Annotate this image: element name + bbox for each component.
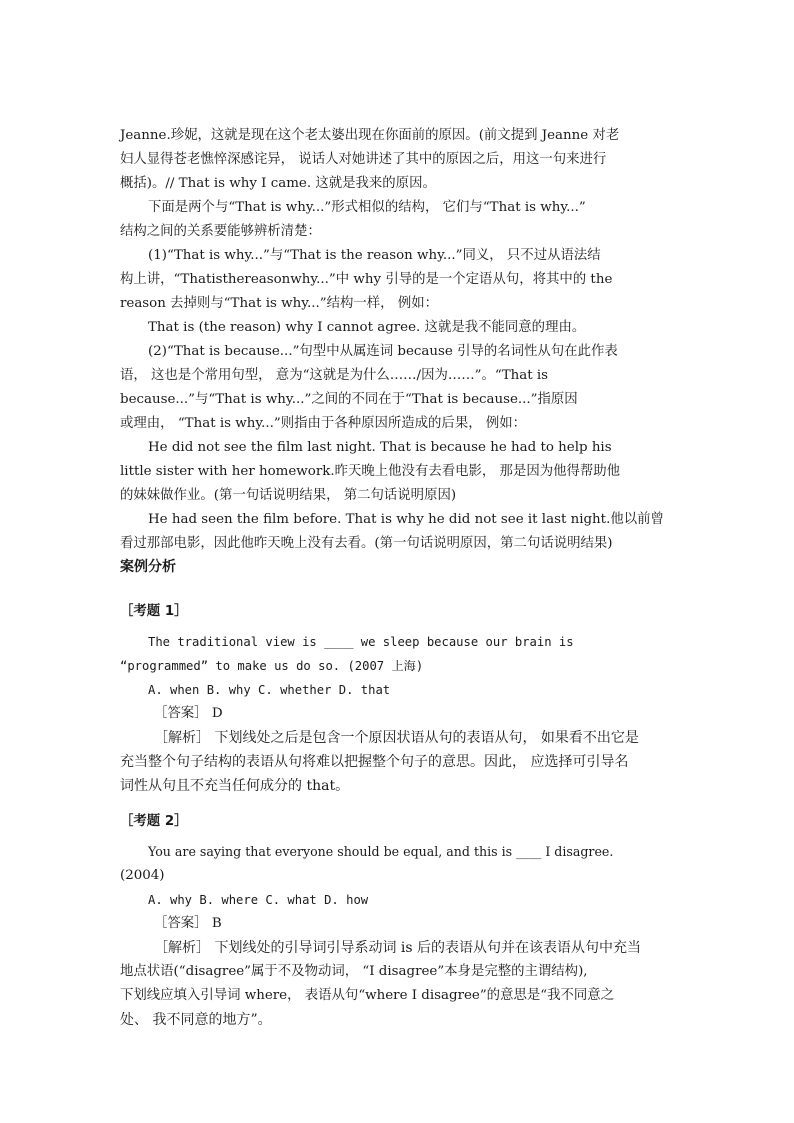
paragraph-line: (1)“That is why...”与“That is the reason why...”同义， 只不过从语法结 xyxy=(148,248,601,263)
paragraph-line: because...”与“That is why...”之间的不同在于“That is because...”指原因 xyxy=(120,392,578,407)
paragraph-line: 或理由， “That is why...”则指由于各种原因所造成的后果， 例如： xyxy=(120,416,527,431)
paragraph-line: reason 去掉则与“That is why...”结构一样， 例如： xyxy=(120,296,438,311)
paragraph-line: 构上讲，“Thatisthereasonwhy...”中 why 引导的是一个定语从句，将其中的 the xyxy=(120,272,613,287)
question-analysis: 词性从句且不充当任何成分的 that。 xyxy=(120,778,350,794)
question-stem: You are saying that everyone should be equal, and this is ____ I disagree. xyxy=(148,844,614,859)
paragraph-line: 语， 这也是个常用句型， 意为“这就是为什么……/因为……”。“That is xyxy=(120,368,549,383)
paragraph-line: 下面是两个与“That is why...”形式相似的结构， 它们与“That is why...” xyxy=(148,200,586,215)
paragraph-line: Jeanne.珍妮，这就是现在这个老太婆出现在你面前的原因。(前文提到 Jeanne 对老 xyxy=(120,128,620,143)
example-sentence: That is (the reason) why I cannot agree. 这就是我不能同意的理由。 xyxy=(148,320,586,335)
example-sentence: 的妹妹做作业。(第一句话说明结果， 第二句话说明原因) xyxy=(120,488,457,503)
question-stem: (2004) xyxy=(120,868,165,883)
question-analysis: 下划线应填入引导词 where， 表语从句“where I disagree”的意思是“我不同意之 xyxy=(120,988,615,1003)
question-stem: The traditional view is ____ we sleep because our brain is xyxy=(148,635,574,649)
question-analysis: 处、 我不同意的地方”。 xyxy=(120,1012,272,1028)
paragraph-line: 概括)。// That is why I came. 这就是我来的原因。 xyxy=(120,176,436,191)
question-heading: ［考题 2］ xyxy=(120,814,188,829)
question-analysis: 地点状语(“disagree”属于不及物动词， “I disagree”本身是完整的主谓结构), xyxy=(120,964,588,979)
paragraph-line: (2)“That is because...”句型中从属连词 because 引导的名词性从句在此作表 xyxy=(148,344,618,359)
question-answer: ［答案］ B xyxy=(154,916,222,931)
example-sentence: He did not see the film last night. That is because he had to help his xyxy=(148,440,612,455)
example-sentence: 看过那部电影，因此他昨天晚上没有去看。(第一句话说明原因，第二句话说明结果) xyxy=(120,536,613,551)
example-sentence: little sister with her homework.昨天晚上他没有去看电影， 那是因为他得帮助他 xyxy=(120,464,621,479)
question-analysis: ［解析］ 下划线处的引导词引导系动词 is 后的表语从句并在该表语从句中充当 xyxy=(154,940,642,956)
question-heading: ［考题 1］ xyxy=(120,604,188,619)
paragraph-line: 妇人显得苍老憔悴深感诧异， 说话人对她讲述了其中的原因之后，用这一句来进行 xyxy=(120,152,607,167)
question-options: A. when B. why C. whether D. that xyxy=(148,683,391,697)
section-title: 案例分析 xyxy=(120,559,176,575)
question-stem: “programmed” to make us do so. (2007 上海) xyxy=(120,659,424,673)
question-options: A. why B. where C. what D. how xyxy=(148,893,369,907)
question-answer: ［答案］ D xyxy=(154,706,223,721)
question-analysis: ［解析］ 下划线处之后是包含一个原因状语从句的表语从句， 如果看不出它是 xyxy=(154,730,639,746)
paragraph-line: 结构之间的关系要能够辨析清楚： xyxy=(120,224,321,239)
question-analysis: 充当整个句子结构的表语从句将难以把握整个句子的意思。因此， 应选择可引导名 xyxy=(120,754,629,770)
example-sentence: He had seen the film before. That is why he did not see it last night.他以前曾 xyxy=(148,512,664,527)
